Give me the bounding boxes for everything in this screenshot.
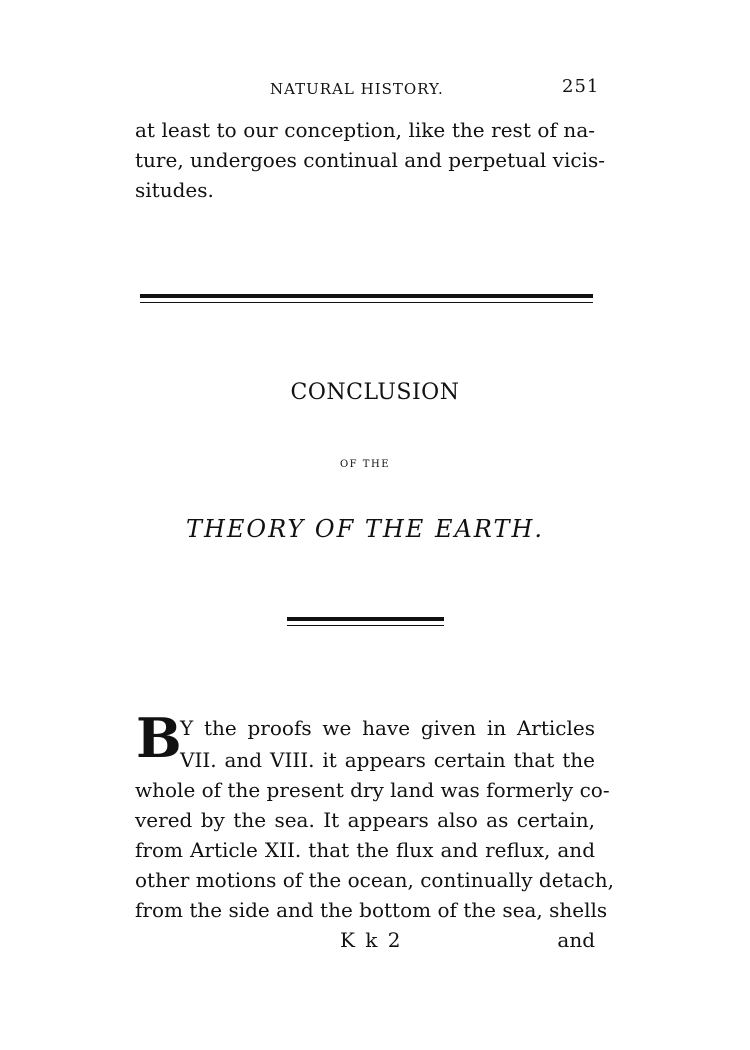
drop-cap: B — [136, 706, 182, 770]
heading-conclusion: CONCLUSION — [290, 380, 460, 405]
ornamental-rule-thin — [287, 625, 444, 626]
catchword: and — [557, 928, 595, 952]
heading-theory: THEORY OF THE EARTH. — [185, 515, 545, 543]
text-line: ture, undergoes continual and perpetual vicis- — [135, 148, 605, 172]
text-line: VII. and VIII. it appears certain that the — [180, 748, 595, 772]
running-title: NATURAL HISTORY. — [270, 80, 444, 98]
text-line: Y the proofs we have given in Articles — [180, 716, 595, 740]
text-line: from Article XII. that the flux and reflux, and — [135, 838, 595, 862]
text-line: situdes. — [135, 178, 214, 202]
page-number: 251 — [562, 76, 600, 97]
ornamental-rule-thick — [287, 617, 444, 621]
text-line: vered by the sea. It appears also as certain, — [135, 808, 595, 832]
text-line: at least to our conception, like the rest of na- — [135, 118, 595, 142]
text-line: whole of the present dry land was formerly co- — [135, 778, 610, 802]
text-line: other motions of the ocean, continually detach, — [135, 868, 614, 892]
heading-of-the: OF THE — [339, 459, 390, 470]
text-line: from the side and the bottom of the sea, shells — [135, 898, 608, 922]
section-rule-thick — [140, 294, 593, 298]
printer-signature: K k 2 — [340, 928, 403, 952]
section-rule-thin — [140, 302, 593, 303]
